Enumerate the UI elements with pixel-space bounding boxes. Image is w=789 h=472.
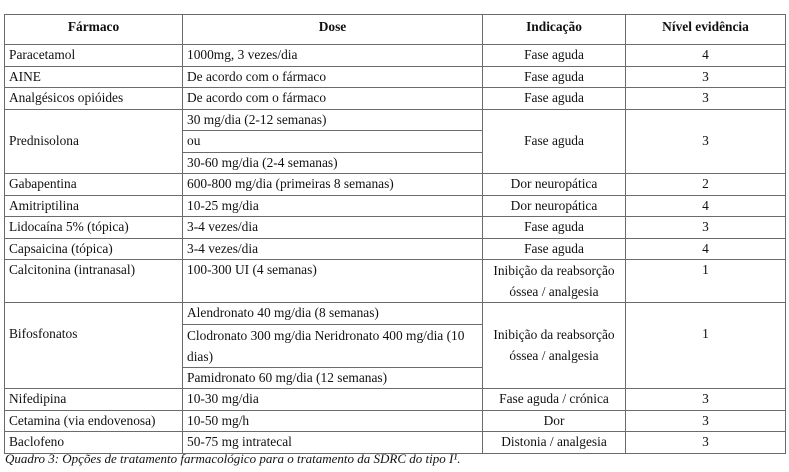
drug-cell: Nifedipina (5, 389, 183, 411)
table-row (5, 217, 786, 239)
table-row (5, 109, 786, 131)
evidence-cell: 4 (626, 45, 786, 67)
indication-cell-blank (483, 109, 626, 131)
table-row (5, 195, 786, 217)
dose-cell: 30 mg/dia (2-12 semanas) (183, 109, 483, 131)
dose-cell: 10-30 mg/dia (183, 389, 483, 411)
treatment-table (4, 14, 786, 454)
table-row (5, 410, 786, 432)
drug-cell-blank (5, 303, 183, 325)
evidence-cell-blank (626, 152, 786, 174)
drug-cell: Lidocaína 5% (tópica) (5, 217, 183, 239)
drug-cell: Bifosfonatos (5, 324, 183, 367)
table-row (5, 389, 786, 411)
table-row (5, 260, 786, 303)
table-row (5, 324, 786, 367)
dose-cell: 10-50 mg/h (183, 410, 483, 432)
drug-cell: Capsaicina (tópica) (5, 238, 183, 260)
indication-cell: Fase aguda (483, 45, 626, 67)
drug-cell: Paracetamol (5, 45, 183, 67)
evidence-cell-blank (626, 367, 786, 389)
dose-cell: 3-4 vezes/dia (183, 217, 483, 239)
drug-cell-blank (5, 109, 183, 131)
dose-cell: 30-60 mg/dia (2-4 semanas) (183, 152, 483, 174)
evidence-cell: 4 (626, 238, 786, 260)
table-row (5, 174, 786, 196)
indication-cell: Inibição da reabsorção óssea / analgesia (483, 324, 626, 367)
drug-cell: Amitriptilina (5, 195, 183, 217)
drug-cell: Calcitonina (intranasal) (5, 260, 183, 303)
evidence-cell: 3 (626, 410, 786, 432)
table-caption: Quadro 3: Opções de tratamento farmacológico para o tratamento da SDRC do tipo I¹. (5, 451, 461, 466)
evidence-cell-blank (626, 109, 786, 131)
header-drug: Fármaco (5, 15, 183, 45)
dose-cell: De acordo com o fármaco (183, 66, 483, 88)
indication-cell-blank (483, 367, 626, 389)
evidence-cell: 3 (626, 131, 786, 153)
indication-cell: Fase aguda (483, 66, 626, 88)
evidence-cell: 1 (626, 324, 786, 367)
drug-cell: Analgésicos opióides (5, 88, 183, 110)
indication-cell: Inibição da reabsorção óssea / analgesia (483, 260, 626, 303)
indication-cell: Fase aguda (483, 238, 626, 260)
evidence-cell: 3 (626, 88, 786, 110)
drug-cell: Cetamina (via endovenosa) (5, 410, 183, 432)
evidence-cell: 4 (626, 195, 786, 217)
evidence-cell: 3 (626, 389, 786, 411)
table-row (5, 66, 786, 88)
dose-cell: 50-75 mg intratecal (183, 432, 483, 454)
dose-cell: Alendronato 40 mg/dia (8 semanas) (183, 303, 483, 325)
dose-cell: 1000mg, 3 vezes/dia (183, 45, 483, 67)
dose-cell: De acordo com o fármaco (183, 88, 483, 110)
header-dose: Dose (183, 15, 483, 45)
evidence-cell: 3 (626, 66, 786, 88)
table-row (5, 238, 786, 260)
indication-cell: Dor neuropática (483, 195, 626, 217)
evidence-cell: 1 (626, 260, 786, 303)
indication-cell-blank (483, 152, 626, 174)
drug-cell: Prednisolona (5, 131, 183, 153)
dose-cell: 600-800 mg/dia (primeiras 8 semanas) (183, 174, 483, 196)
table-row (5, 432, 786, 454)
table-row (5, 131, 786, 153)
drug-cell-blank (5, 152, 183, 174)
indication-cell: Fase aguda (483, 131, 626, 153)
indication-cell: Dor (483, 410, 626, 432)
header-row (5, 15, 786, 45)
header-evidence: Nível evidência (626, 15, 786, 45)
indication-cell: Fase aguda (483, 217, 626, 239)
dose-cell: Clodronato 300 mg/dia Neridronato 400 mg/dia (10 dias) (183, 324, 483, 367)
drug-cell: Gabapentina (5, 174, 183, 196)
drug-cell: Baclofeno (5, 432, 183, 454)
dose-cell: 3-4 vezes/dia (183, 238, 483, 260)
table-row (5, 88, 786, 110)
indication-cell: Fase aguda (483, 88, 626, 110)
evidence-cell: 2 (626, 174, 786, 196)
evidence-cell: 3 (626, 432, 786, 454)
table-row (5, 303, 786, 325)
table-row (5, 367, 786, 389)
drug-cell-blank (5, 367, 183, 389)
table-row (5, 152, 786, 174)
drug-cell: AINE (5, 66, 183, 88)
indication-cell: Distonia / analgesia (483, 432, 626, 454)
dose-cell: 10-25 mg/dia (183, 195, 483, 217)
dose-cell: Pamidronato 60 mg/dia (12 semanas) (183, 367, 483, 389)
dose-cell: 100-300 UI (4 semanas) (183, 260, 483, 303)
dose-cell: ou (183, 131, 483, 153)
indication-cell-blank (483, 303, 626, 325)
indication-cell: Fase aguda / crónica (483, 389, 626, 411)
evidence-cell: 3 (626, 217, 786, 239)
indication-cell: Dor neuropática (483, 174, 626, 196)
header-indication: Indicação (483, 15, 626, 45)
table-row (5, 45, 786, 67)
evidence-cell-blank (626, 303, 786, 325)
